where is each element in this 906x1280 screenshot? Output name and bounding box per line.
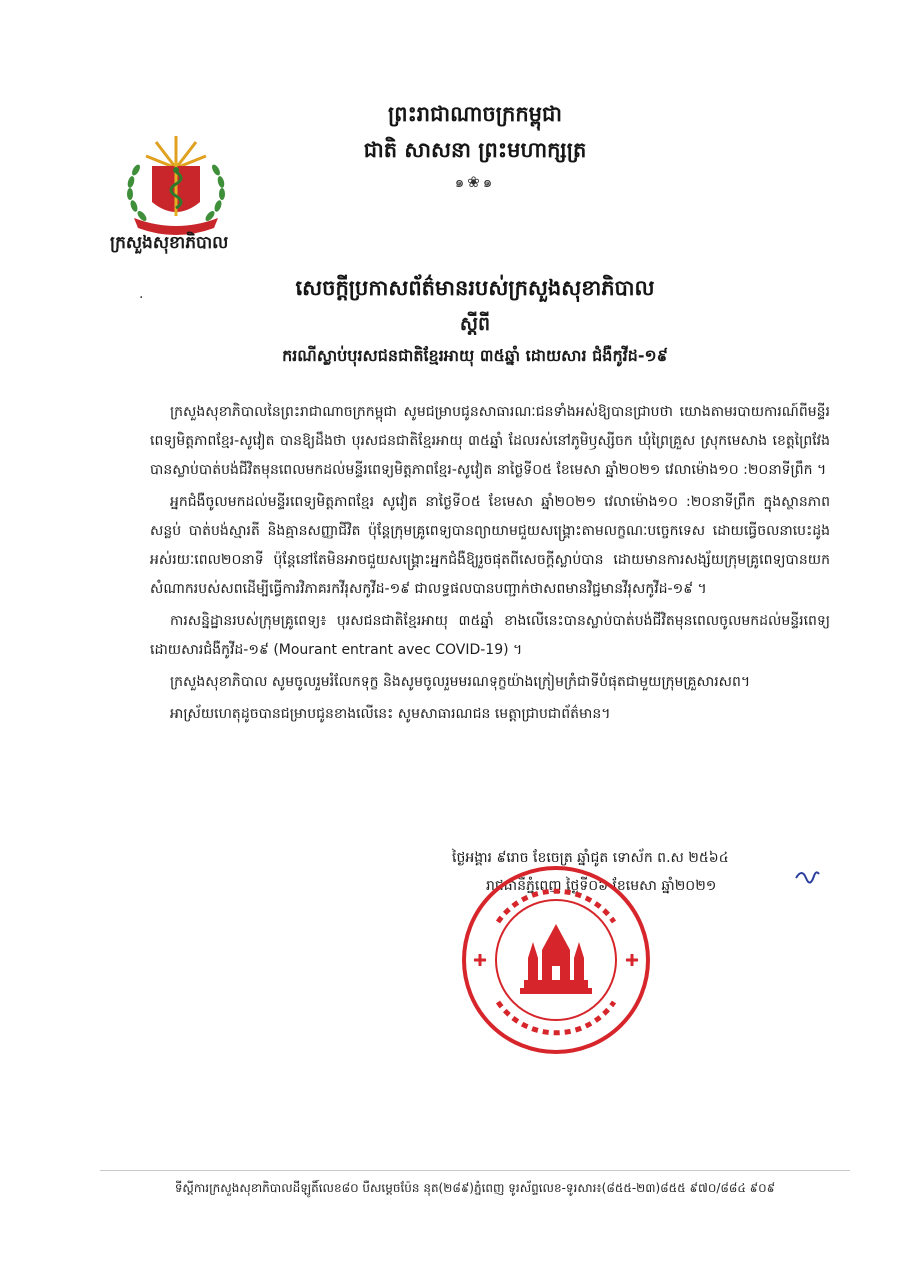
- ministry-label: ក្រសួងសុខាភិបាល: [110, 233, 229, 253]
- body-paragraph-4: ក្រសួងសុខាភិបាល សូមចូលរួមរំលែកទុក្ខ និងសូមចូលរួមមរណទុក្ខយ៉ាងក្រៀមក្រំជាទីបំផុតជាមួយក្រុមគ្រួសារសព។: [170, 674, 751, 690]
- announcement-subject: ករណីស្លាប់បុរសជនជាតិខ្មែរអាយុ ៣៥ឆ្នាំ ដោយសារ ជំងឺកូវីដ-១៩: [282, 346, 668, 365]
- lunar-date: ថ្ងៃអង្គារ ៩រោច ខែចេត្រ ឆ្នាំជូត ទោស័ក ព.ស ២៥៦៤: [452, 850, 729, 866]
- margin-dot: ·: [139, 290, 144, 306]
- national-motto: ជាតិ សាសនា ព្រះមហាក្សត្រ: [363, 138, 587, 162]
- official-seal: [458, 862, 654, 1058]
- kingdom-header: [300, 96, 650, 168]
- announcement-body: [150, 398, 830, 732]
- signature-mark: [792, 866, 822, 892]
- kingdom-name: ព្រះរាជាណាចក្រកម្ពុជា: [387, 102, 562, 126]
- ornament-divider: ๑❀๑: [454, 173, 496, 191]
- body-paragraph-5: អាស្រ័យហេតុដូចបានជម្រាបជូនខាងលើនេះ សូមសាធារណជន មេត្តាជ្រាបជាព័ត៌មាន។: [170, 706, 611, 722]
- footer-divider: [100, 1170, 850, 1171]
- body-paragraph-3: ការសន្និដ្ឋានរបស់ក្រុមគ្រូពេទ្យ៖ បុរសជនជាតិខ្មែរអាយុ ៣៥ឆ្នាំ ខាងលើនេះបានស្លាប់បាត់បង់ជីវិតមុនពេលចូលមកដល់មន្ទីរពេទ្យដោយសារជំងឺកូវីដ-១៩ (Mourant entrant avec COVID-19) ។: [150, 613, 830, 658]
- place-date: រាជធានីភ្នំពេញ ថ្ងៃទី០៦ ខែមេសា ឆ្នាំ២០២១: [486, 878, 717, 894]
- footer-address: ទីស្ដីការក្រសួងសុខាភិបាលដីឡូតិ៍លេខ៨០ បឺសម្ដេចប៉ែន នុត(២៨៩)ភ្នំពេញ ទូរស័ព្ទលេខ-ទូរសារ៖(៨៥៥-២៣)៨៥៥ ៩៧០/៨៨៤ ៩០៩: [174, 1181, 776, 1195]
- ministry-of-health-logo: [112, 130, 240, 242]
- body-paragraph-1: ក្រសួងសុខាភិបាលនៃព្រះរាជាណាចក្រកម្ពុជា សូមជម្រាបជូនសាធារណៈជនទាំងអស់ឱ្យបានជ្រាបថា យោងតាមរបាយការណ៍ពីមន្ទីរពេទ្យមិត្តភាពខ្មែរ-សូវៀត បានឱ្យដឹងថា បុរសជនជាតិខ្មែរអាយុ ៣៥ឆ្នាំ ដែលរស់នៅភូមិឫស្សីចក ឃុំព្រៃគ្រួស ស្រុកមេសាង ខេត្តព្រៃវែង បានស្លាប់បាត់បង់ជីវិតមុនពេលមកដល់មន្ទីរពេទ្យមិត្តភាពខ្មែរ-សូវៀត នាថ្ងៃទី០៥ ខែមេសា ឆ្នាំ២០២១ វេលាម៉ោង១០ :២០នាទីព្រឹក ។: [150, 404, 830, 478]
- about-label: ស្ដីពី: [459, 313, 491, 335]
- announcement-title: សេចក្ដីប្រកាសព័ត៌មានរបស់ក្រសួងសុខាភិបាល: [295, 276, 655, 300]
- body-paragraph-2: អ្នកជំងឺចូលមកដល់មន្ទីរពេទ្យមិត្តភាពខ្មែរ សូវៀត នាថ្ងៃទី០៥ ខែមេសា ឆ្នាំ២០២១ វេលាម៉ោង១០ :២០នាទីព្រឹក ក្នុងស្ថានភាពសន្លប់ បាត់បង់ស្មារតី និងគ្មានសញ្ញាជីវិត ប៉ុន្តែក្រុមគ្រូពេទ្យបានព្យាយាមជួយសង្គ្រោះតាមលក្ខណៈបច្ចេកទេស ដោយធ្វើចលនាបេះដូងអស់រយៈពេល២០នាទី ប៉ុន្តែនៅតែមិនអាចជួយសង្គ្រោះអ្នកជំងឺឱ្យរួចផុតពីសេចក្ដីស្លាប់បាន ដោយមានការសង្ស័យក្រុមគ្រូពេទ្យបានយកសំណាករបស់សពដើម្បីធ្វើការវិភាគរកវីរុសកូវីដ-១៩ ជាលទ្ធផលបានបញ្ជាក់ថាសពមានវិជ្ជមានវីរុសកូវីដ-១៩ ។: [150, 494, 830, 597]
